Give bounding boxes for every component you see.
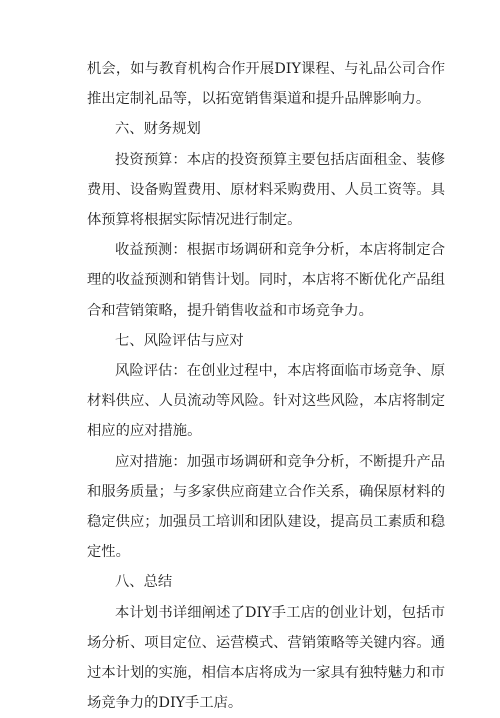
paragraph-countermeasures: 应对措施：加强市场调研和竞争分析，不断提升产品和服务质量；与多家供应商建立合作关系，确保原材料的稳定供应；加强员工培训和团队建设，提高员工素质和稳定性。 [87,453,445,561]
section-heading-summary: 八、总结 [115,574,173,591]
document-body [87,54,445,718]
paragraph-summary: 本计划书详细阐述了DIY手工店的创业计划，包括市场分析、项目定位、运营模式、营销策略等关键内容。通过本计划的实施，相信本店将成为一家具有独特魅力和市场竞争力的DIY手工店。 [87,604,445,712]
paragraph-investment-budget: 投资预算：本店的投资预算主要包括店面租金、装修费用、设备购置费用、原材料采购费用、人员工资等。具体预算将根据实际情况进行制定。 [87,151,445,229]
paragraph-risk-evaluation: 风险评估：在创业过程中，本店将面临市场竞争、原材料供应、人员流动等风险。针对这些风险，本店将制定相应的应对措施。 [87,363,445,440]
paragraph-revenue-forecast: 收益预测：根据市场调研和竞争分析，本店将制定合理的收益预测和销售计划。同时，本店将不断优化产品组合和营销策略，提升销售收益和市场竞争力。 [87,242,445,319]
section-heading-financial-planning: 六、财务规划 [115,121,201,138]
section-heading-risk-assessment: 七、风险评估与应对 [115,332,244,349]
paragraph-continuation: 机会，如与教育机构合作开展DIY课程、与礼品公司合作推出定制礼品等，以拓宽销售渠道和提升品牌影响力。 [87,61,445,108]
